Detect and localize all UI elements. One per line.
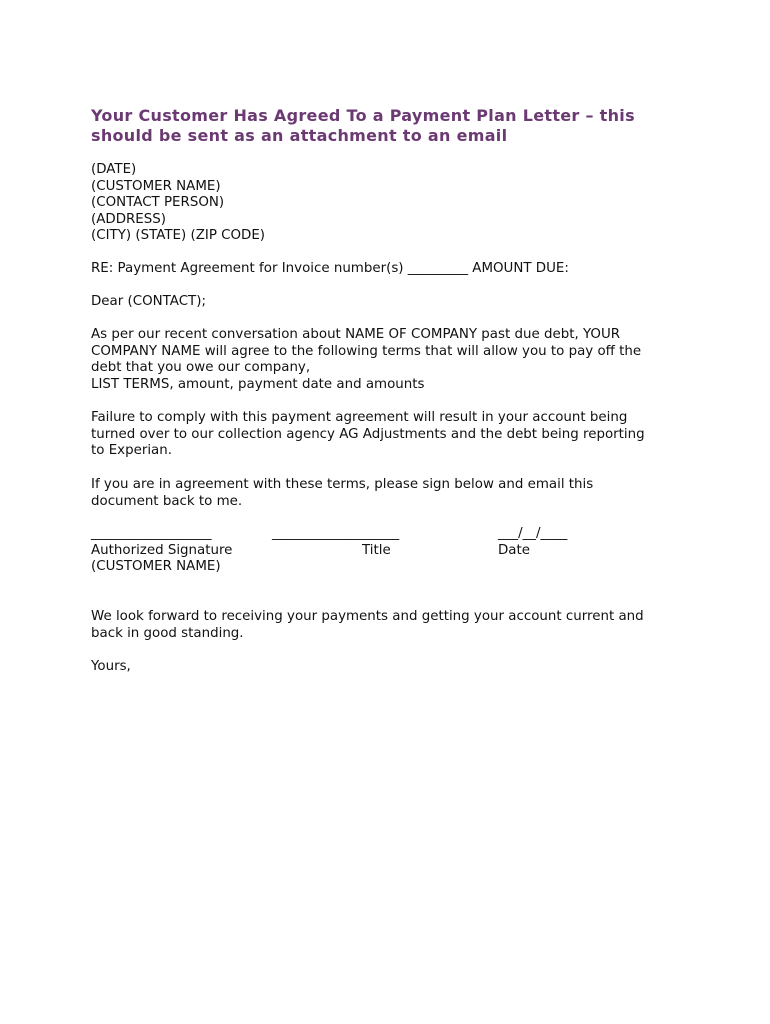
paragraph-line: document back to me. [91,493,243,509]
date-label: Date [498,543,531,558]
authorized-signature-label: Authorized Signature [91,543,233,558]
date-signature-line: ___/__/____ [498,526,568,541]
re-line: RE: Payment Agreement for Invoice number(s) _________ AMOUNT DUE: [91,261,569,276]
paragraph-line: As per our recent conversation about NAME OF COMPANY past due debt, YOUR [91,327,621,342]
paragraph-line: Failure to comply with this payment agreement will result in your account being [91,410,628,425]
paragraph-line: turned over to our collection agency AG Adjustments and the debt being reporting [91,426,645,442]
paragraph-line: COMPANY NAME will agree to the following terms that will allow you to pay off the [91,343,642,359]
paragraph-line: LIST TERMS, amount, payment date and amounts [91,376,425,392]
customer-name-placeholder: (CUSTOMER NAME) [91,178,221,194]
contact-person-placeholder: (CONTACT PERSON) [91,195,225,210]
paragraph-failure [91,410,691,460]
title-line-1: Your Customer Has Agreed To a Payment Plan Letter – this [91,106,635,125]
customer-name-label: (CUSTOMER NAME) [91,559,221,574]
paragraph-closing [91,609,691,642]
city-state-zip-placeholder: (CITY) (STATE) (ZIP CODE) [91,228,266,243]
address-placeholder: (ADDRESS) [91,211,166,227]
paragraph-agreement [91,477,691,510]
salutation: Dear (CONTACT); [91,294,206,309]
paragraph-line: debt that you owe our company, [91,360,311,375]
recipient-block [91,162,691,245]
signature-line: __________________ [91,526,212,541]
paragraph-line: We look forward to receiving your payments and getting your account current and [91,609,644,624]
paragraph-terms [91,327,691,393]
title-signature-line: ___________________ [272,526,400,541]
paragraph-line: back in good standing. [91,625,244,641]
letter-title [91,106,691,146]
date-placeholder: (DATE) [91,162,137,177]
paragraph-line: to Experian. [91,443,172,458]
title-label: Title [362,543,391,558]
closing: Yours, [91,659,131,674]
title-line-2: should be sent as an attachment to an email [91,126,508,145]
paragraph-line: If you are in agreement with these terms, please sign below and email this [91,477,594,492]
